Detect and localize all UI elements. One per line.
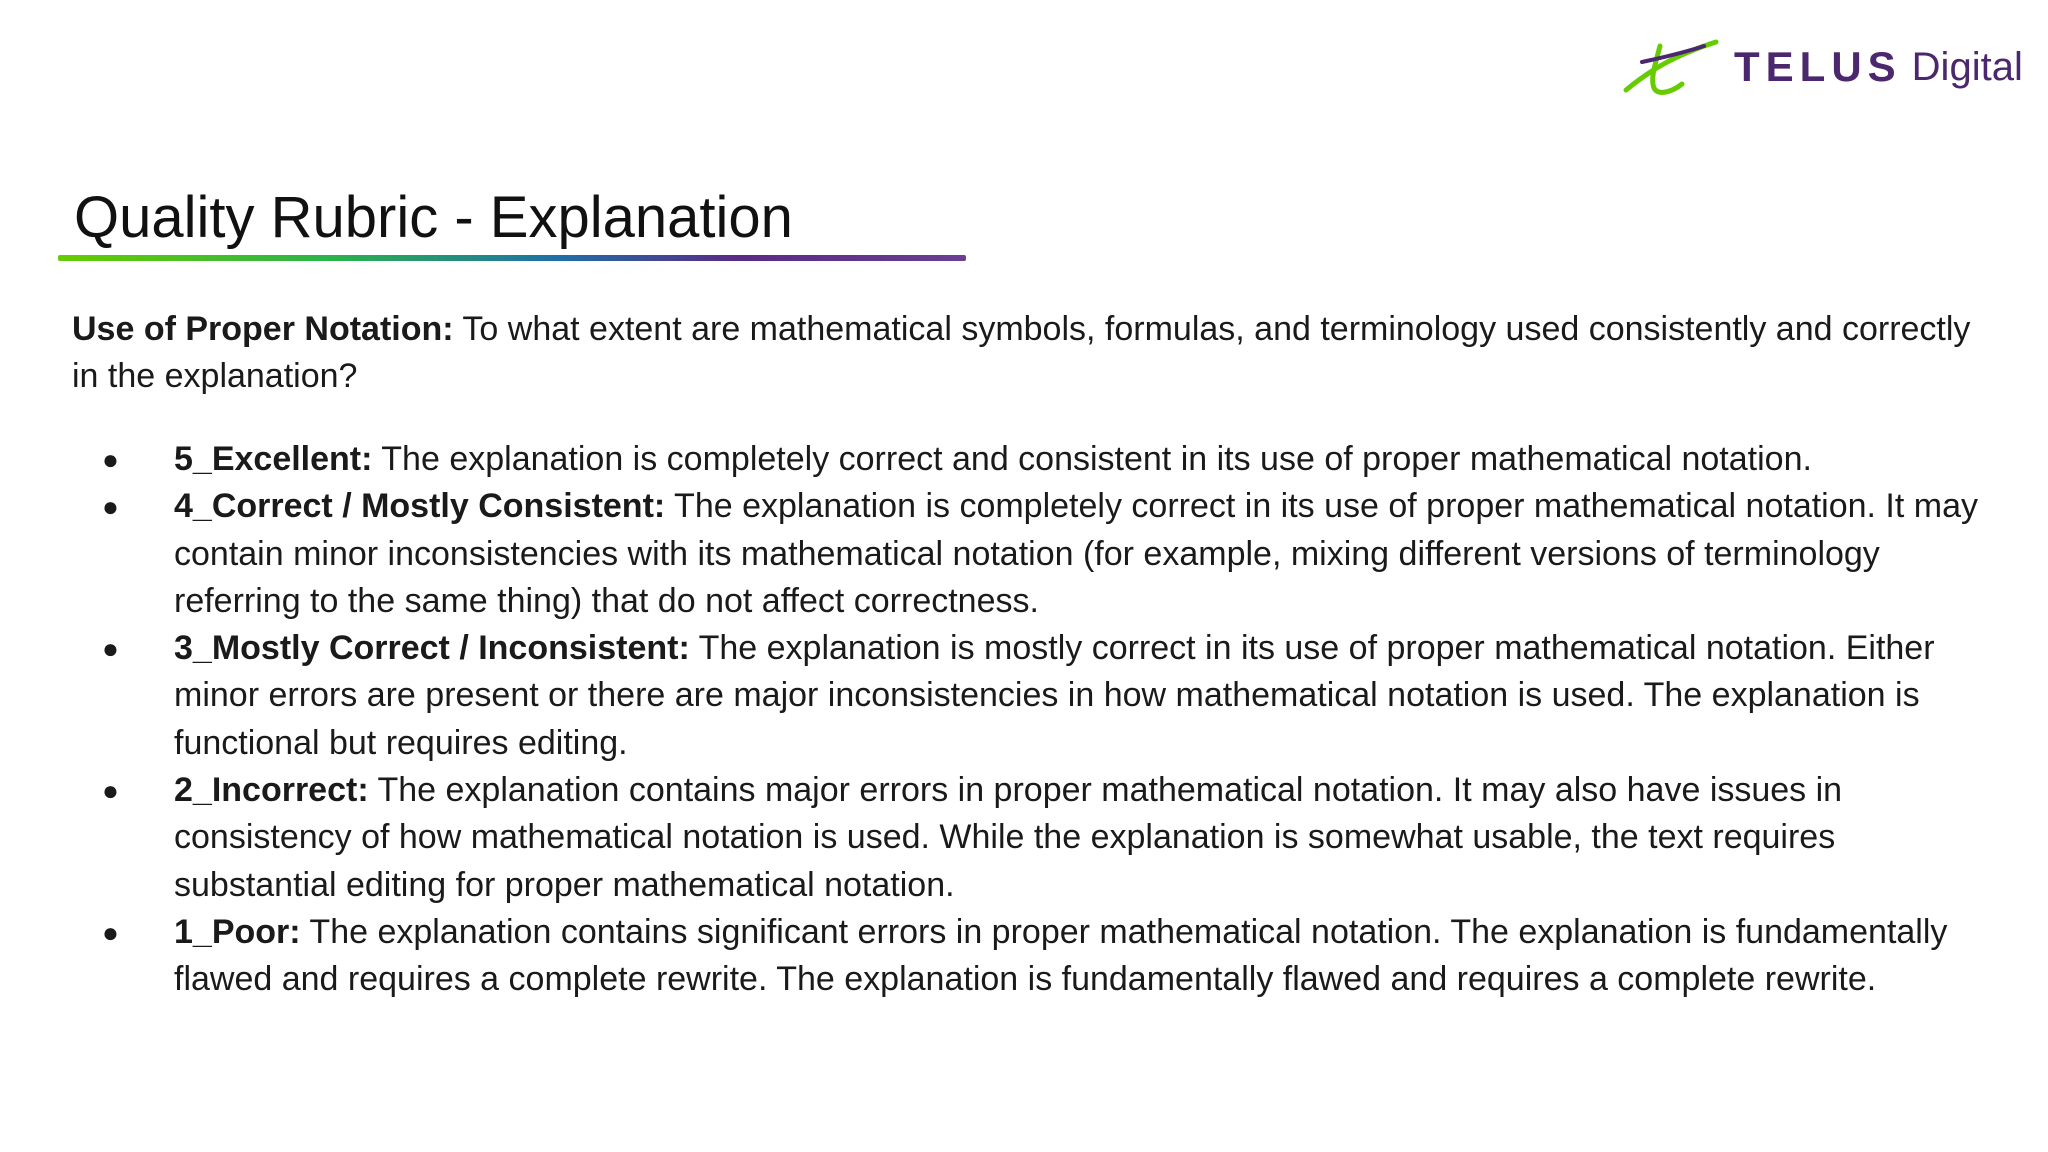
- rubric-item-text: The explanation is completely correct in its use of proper mathematical notation. It may contain minor inconsistencies with its mathematical notation (for example, mixing different versions of terminology referring to the same thing) that do not affect correctness.: [174, 487, 1979, 620]
- rubric-item-1-poor: [72, 909, 1992, 1004]
- title-underline: [58, 255, 966, 261]
- logo-suffix: Digital: [1911, 45, 2023, 89]
- page-title: Quality Rubric - Explanation: [74, 185, 793, 250]
- criterion-description: [72, 306, 1972, 400]
- logo-wordmark: TELUS: [1734, 43, 1902, 90]
- rubric-item-label: 3_Mostly Correct / Inconsistent:: [174, 629, 690, 668]
- rubric-item-label: 5_Excellent:: [174, 440, 373, 478]
- bullet-icon: ●: [102, 491, 119, 523]
- rubric-item-5-excellent: [72, 436, 1992, 483]
- rubric-item-text: The explanation contains significant errors in proper mathematical notation. The explanation is fundamentally flawed and requires a complete rewrite. The explanation is fundamentally flawed and requires a complete rewrite.: [174, 912, 1948, 999]
- criterion-label: Use of Proper Notation:: [72, 310, 454, 348]
- bullet-icon: ●: [102, 916, 119, 948]
- criterion-text: To what extent are mathematical symbols, formulas, and terminology used consistently and correctly in the explanation?: [72, 310, 1971, 395]
- bullet-icon: ●: [102, 775, 119, 807]
- telus-mark-icon: [1620, 32, 1730, 102]
- bullet-icon: ●: [102, 633, 119, 665]
- rubric-item-text: The explanation is completely correct and consistent in its use of proper mathematical notation.: [372, 440, 1812, 478]
- rubric-item-2-incorrect: [72, 767, 1992, 909]
- rubric-item-label: 4_Correct / Mostly Consistent:: [174, 487, 666, 526]
- rubric-item-text: The explanation contains major errors in proper mathematical notation. It may also have issues in consistency of how mathematical notation is used. While the explanation is somewhat usable, the text requires substantial editing for proper mathematical notation.: [174, 771, 1843, 904]
- rubric-item-label: 2_Incorrect:: [174, 771, 369, 810]
- rubric-item-4-correct: [72, 483, 1992, 625]
- rubric-item-text: The explanation is mostly correct in its use of proper mathematical notation. Either minor errors are present or there are major inconsistencies in how mathematical notation is used. The explanation is functional but requires editing.: [174, 629, 1935, 762]
- rubric-item-label: 1_Poor:: [174, 912, 301, 951]
- rubric-list: [72, 436, 1992, 1004]
- rubric-item-3-mostly-correct: [72, 625, 1992, 767]
- telus-digital-logo: [1620, 32, 2030, 102]
- bullet-icon: ●: [102, 444, 119, 475]
